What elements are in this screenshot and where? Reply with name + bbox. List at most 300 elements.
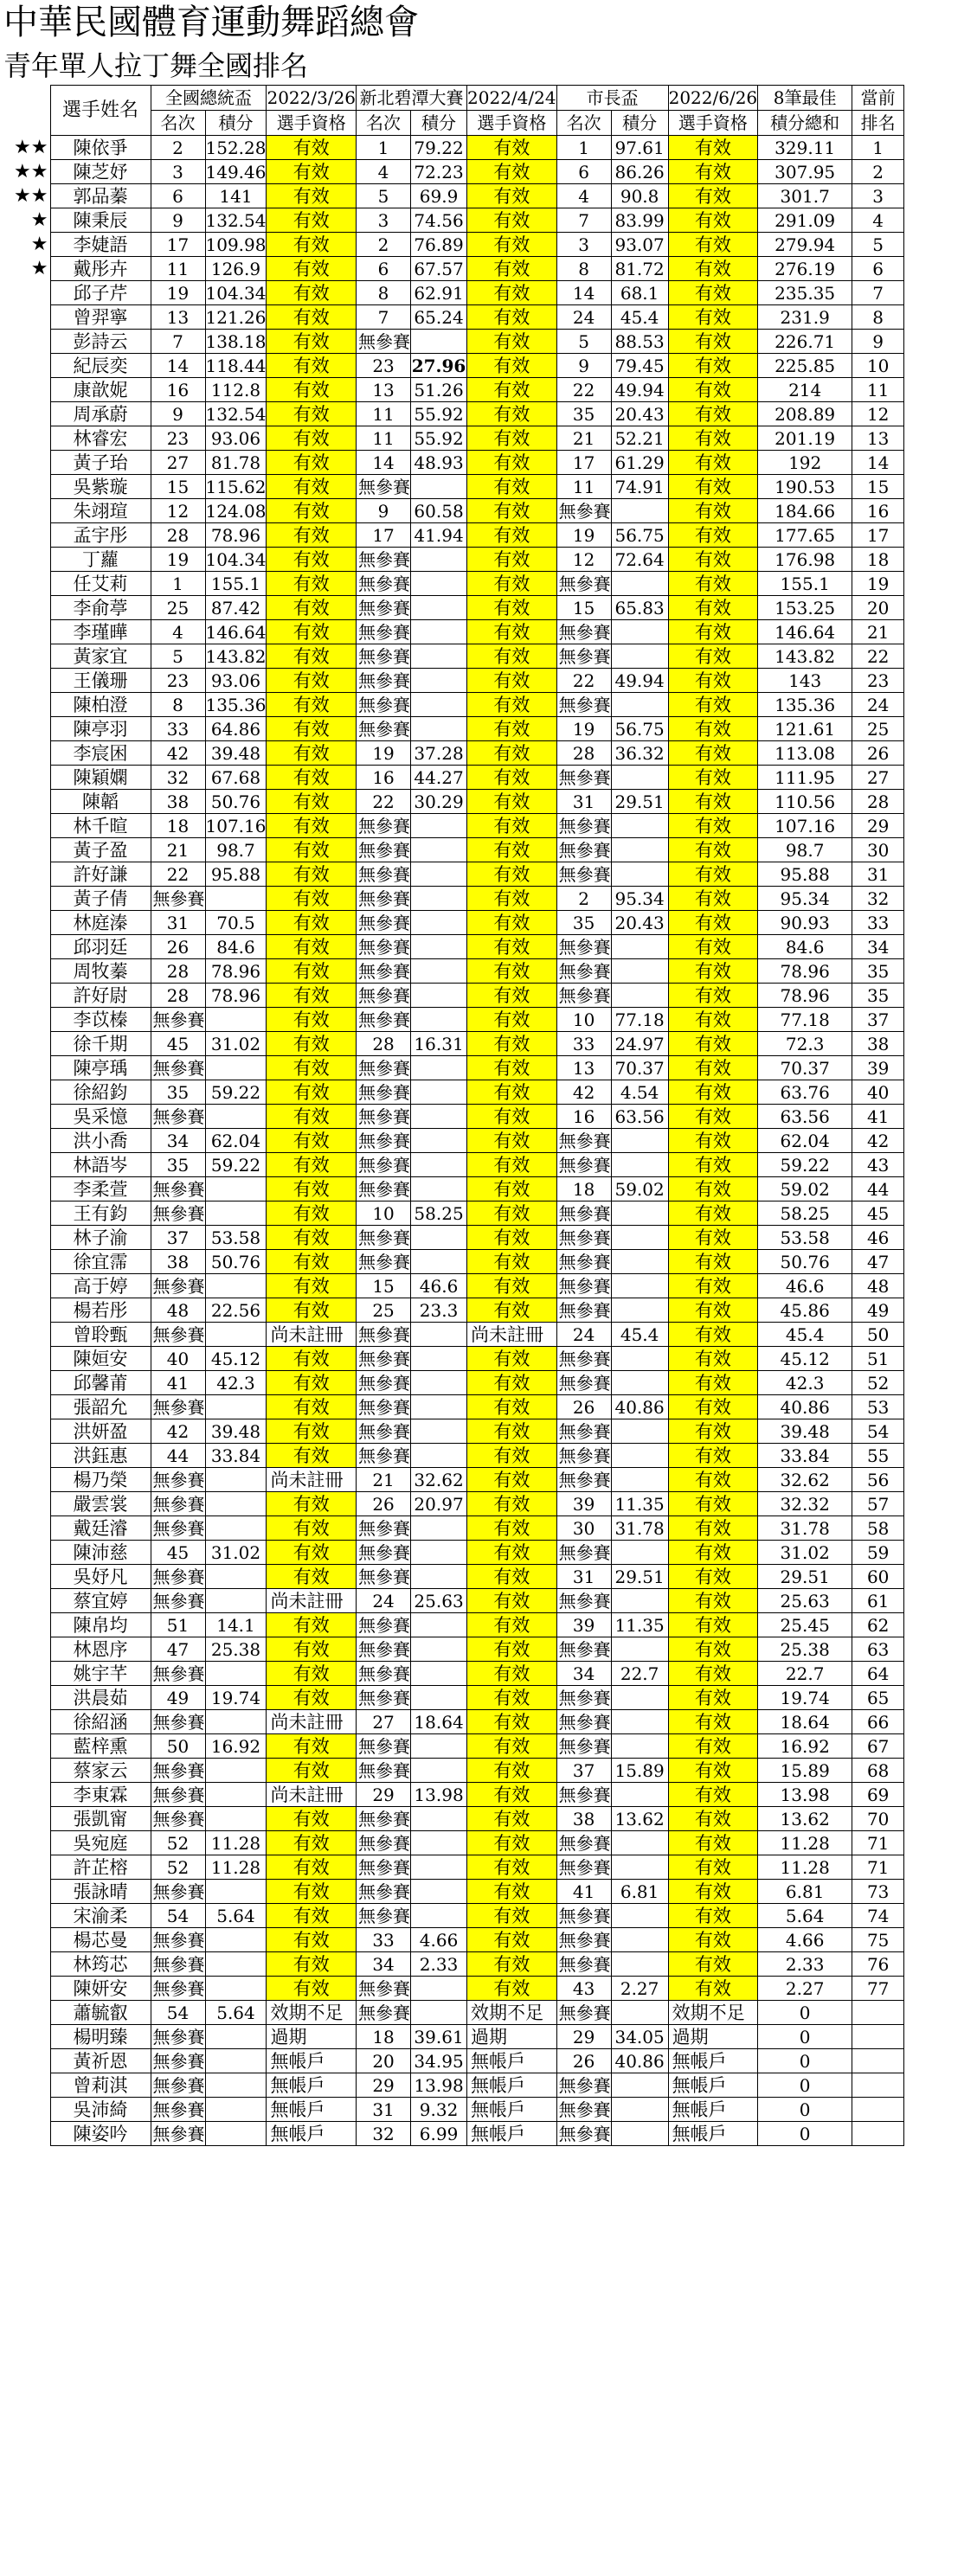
table-row xyxy=(0,160,904,184)
comp2-score xyxy=(411,475,467,499)
star-rating xyxy=(0,814,50,838)
comp3-score xyxy=(611,1541,668,1565)
comp2-score: 34.95 xyxy=(411,2049,467,2073)
comp1-score: 78.96 xyxy=(205,523,267,548)
table-row xyxy=(0,1662,904,1686)
comp1-qualification: 有效 xyxy=(267,1880,357,1904)
table-row xyxy=(0,1371,904,1395)
comp3-qualification: 無帳戶 xyxy=(668,2098,758,2122)
player-name: 楊乃榮 xyxy=(50,1468,151,1492)
comp2-qualification: 有效 xyxy=(467,1855,557,1880)
comp1-score: 5.64 xyxy=(205,1904,267,1928)
comp1-rank: 無參賽 xyxy=(151,1323,205,1347)
table-row xyxy=(0,1105,904,1129)
comp2-score xyxy=(411,1565,467,1589)
player-name: 徐宜霈 xyxy=(50,1250,151,1274)
star-rating: ★ xyxy=(30,208,48,231)
player-name: 楊明臻 xyxy=(50,2025,151,2049)
comp2-score xyxy=(411,1347,467,1371)
comp2-rank: 無參賽 xyxy=(357,2001,411,2025)
best8-total: 11.28 xyxy=(758,1831,852,1855)
player-name: 楊若彤 xyxy=(50,1298,151,1323)
comp1-qualification: 有效 xyxy=(267,548,357,572)
star-rating xyxy=(0,1105,50,1129)
comp3-rank: 無參賽 xyxy=(556,2001,611,2025)
comp2-rank: 無參賽 xyxy=(357,1177,411,1201)
comp3-score: 72.64 xyxy=(611,548,668,572)
comp2-qualification: 有效 xyxy=(467,814,557,838)
best8-total: 63.76 xyxy=(758,1080,852,1105)
comp3-rank: 38 xyxy=(556,1807,611,1831)
table-row xyxy=(0,1008,904,1032)
comp2-qualification: 有效 xyxy=(467,1807,557,1831)
comp2-rank: 無參賽 xyxy=(357,1759,411,1783)
comp2-qualification: 有效 xyxy=(467,523,557,548)
table-row xyxy=(0,766,904,790)
comp1-qualification: 有效 xyxy=(267,1201,357,1226)
comp2-score xyxy=(411,984,467,1008)
comp2-score: 58.25 xyxy=(411,1201,467,1226)
comp1-qualification: 有效 xyxy=(267,1226,357,1250)
player-name: 李苡榛 xyxy=(50,1008,151,1032)
player-name: 李柔萱 xyxy=(50,1177,151,1201)
comp3-rank: 6 xyxy=(556,160,611,184)
comp3-qualification: 有效 xyxy=(668,1613,758,1637)
comp2-score xyxy=(411,572,467,596)
comp3-rank: 無參賽 xyxy=(556,838,611,862)
best8-total: 45.86 xyxy=(758,1298,852,1323)
comp1-qualification: 無帳戶 xyxy=(267,2049,357,2073)
table-row xyxy=(0,1177,904,1201)
header-date3: 2022/6/26 xyxy=(668,86,758,111)
current-rank: 70 xyxy=(852,1807,904,1831)
comp2-qualification: 有效 xyxy=(467,402,557,426)
comp1-qualification: 有效 xyxy=(267,305,357,330)
comp1-qualification: 有效 xyxy=(267,887,357,911)
comp3-rank: 無參賽 xyxy=(556,1444,611,1468)
comp1-qualification: 有效 xyxy=(267,1565,357,1589)
current-rank: 32 xyxy=(852,887,904,911)
comp3-score: 61.29 xyxy=(611,451,668,475)
comp2-score xyxy=(411,1541,467,1565)
star-rating: ★ xyxy=(30,233,48,255)
comp3-score xyxy=(611,1734,668,1759)
comp3-score: 56.75 xyxy=(611,717,668,741)
comp1-rank: 無參賽 xyxy=(151,887,205,911)
comp2-qualification: 無帳戶 xyxy=(467,2073,557,2098)
best8-total: 45.12 xyxy=(758,1347,852,1371)
comp2-score xyxy=(411,717,467,741)
star-rating xyxy=(0,984,50,1008)
player-name: 邱羽廷 xyxy=(50,935,151,959)
comp2-score xyxy=(411,1613,467,1637)
comp2-score: 30.29 xyxy=(411,790,467,814)
comp3-score: 6.81 xyxy=(611,1880,668,1904)
star-rating xyxy=(0,644,50,669)
best8-total: 40.86 xyxy=(758,1395,852,1419)
comp2-rank: 無參賽 xyxy=(357,1153,411,1177)
best8-total: 235.35 xyxy=(758,281,852,305)
comp2-score: 62.91 xyxy=(411,281,467,305)
current-rank xyxy=(852,2073,904,2098)
comp3-qualification: 有效 xyxy=(668,911,758,935)
comp2-qualification: 有效 xyxy=(467,766,557,790)
comp1-rank: 無參賽 xyxy=(151,1177,205,1201)
comp3-qualification: 無帳戶 xyxy=(668,2122,758,2146)
comp2-rank: 無參賽 xyxy=(357,1686,411,1710)
comp2-qualification: 有效 xyxy=(467,378,557,402)
comp1-score: 22.56 xyxy=(205,1298,267,1323)
comp1-qualification: 尚未註冊 xyxy=(267,1783,357,1807)
table-row xyxy=(0,1613,904,1637)
current-rank: 38 xyxy=(852,1032,904,1056)
header-date2: 2022/4/24 xyxy=(467,86,557,111)
comp1-rank: 無參賽 xyxy=(151,1880,205,1904)
comp3-qualification: 有效 xyxy=(668,1977,758,2001)
comp1-score: 5.64 xyxy=(205,2001,267,2025)
comp2-rank: 11 xyxy=(357,426,411,451)
comp3-qualification: 效期不足 xyxy=(668,2001,758,2025)
comp2-qualification: 有效 xyxy=(467,1759,557,1783)
comp1-rank: 25 xyxy=(151,596,205,620)
comp3-score xyxy=(611,984,668,1008)
comp1-rank: 7 xyxy=(151,330,205,354)
player-name: 林子渝 xyxy=(50,1226,151,1250)
comp2-score xyxy=(411,1250,467,1274)
comp2-qualification: 有效 xyxy=(467,499,557,523)
comp2-qualification: 有效 xyxy=(467,572,557,596)
comp3-qualification: 有效 xyxy=(668,935,758,959)
comp3-qualification: 有效 xyxy=(668,451,758,475)
comp1-rank: 無參賽 xyxy=(151,1565,205,1589)
comp2-qualification: 有效 xyxy=(467,887,557,911)
comp3-qualification: 有效 xyxy=(668,233,758,257)
comp3-qualification: 有效 xyxy=(668,1516,758,1541)
table-row xyxy=(0,717,904,741)
header-qual-sub: 選手資格 xyxy=(668,111,758,136)
player-name: 王有鈞 xyxy=(50,1201,151,1226)
comp1-qualification: 無帳戶 xyxy=(267,2122,357,2146)
comp3-qualification: 有效 xyxy=(668,1734,758,1759)
comp1-score: 118.44 xyxy=(205,355,267,376)
best8-total: 29.51 xyxy=(758,1565,852,1589)
comp2-score xyxy=(411,1226,467,1250)
comp1-rank: 41 xyxy=(151,1371,205,1395)
comp2-rank: 11 xyxy=(357,402,411,426)
comp2-score: 39.61 xyxy=(411,2025,467,2049)
comp3-qualification: 有效 xyxy=(668,1444,758,1468)
player-name: 李宸困 xyxy=(50,741,151,766)
table-row xyxy=(0,499,904,523)
table-row xyxy=(0,1880,904,1904)
player-name: 吳沛綺 xyxy=(50,2098,151,2122)
star-rating xyxy=(0,1444,50,1468)
player-name: 林恩序 xyxy=(50,1637,151,1662)
current-rank xyxy=(852,2122,904,2146)
comp2-rank: 無參賽 xyxy=(357,1831,411,1855)
comp2-qualification: 有效 xyxy=(467,959,557,984)
comp1-rank: 無參賽 xyxy=(151,1807,205,1831)
comp3-rank: 無參賽 xyxy=(556,1952,611,1977)
player-name: 姚宇芊 xyxy=(50,1662,151,1686)
table-row xyxy=(0,378,904,402)
player-name: 陳姿吟 xyxy=(50,2122,151,2146)
comp2-rank: 無參賽 xyxy=(357,1250,411,1274)
comp1-score: 78.96 xyxy=(205,959,267,984)
comp3-rank: 16 xyxy=(556,1105,611,1129)
comp2-qualification: 有效 xyxy=(467,1008,557,1032)
star-rating xyxy=(0,2025,50,2049)
comp2-qualification: 無帳戶 xyxy=(467,2098,557,2122)
player-name: 許芷榕 xyxy=(50,1855,151,1880)
comp3-qualification: 有效 xyxy=(668,693,758,717)
comp3-qualification: 有效 xyxy=(668,1298,758,1323)
comp1-score xyxy=(205,1952,267,1977)
best8-total: 0 xyxy=(758,2025,852,2049)
table-row xyxy=(0,2073,904,2098)
comp3-rank: 無參賽 xyxy=(556,1468,611,1492)
best8-total: 214 xyxy=(758,378,852,402)
comp2-score: 13.98 xyxy=(411,1783,467,1807)
comp1-rank: 無參賽 xyxy=(151,1662,205,1686)
best8-total: 31.02 xyxy=(758,1541,852,1565)
comp2-qualification: 有效 xyxy=(467,838,557,862)
star-rating xyxy=(0,354,50,378)
comp3-qualification: 有效 xyxy=(668,548,758,572)
comp2-rank: 無參賽 xyxy=(357,1541,411,1565)
comp3-qualification: 有效 xyxy=(668,766,758,790)
comp3-score xyxy=(611,1153,668,1177)
comp2-rank: 29 xyxy=(357,2073,411,2098)
comp2-qualification: 有效 xyxy=(467,717,557,741)
comp1-score: 152.28 xyxy=(205,137,267,158)
comp2-qualification: 無帳戶 xyxy=(467,2049,557,2073)
comp3-rank: 無參賽 xyxy=(556,2098,611,2122)
comp2-qualification: 有效 xyxy=(467,1250,557,1274)
comp2-qualification: 有效 xyxy=(467,1783,557,1807)
comp3-score xyxy=(611,620,668,644)
current-rank: 27 xyxy=(852,766,904,790)
table-row xyxy=(0,2025,904,2049)
comp2-rank: 無參賽 xyxy=(357,887,411,911)
comp1-qualification: 有效 xyxy=(267,136,357,160)
comp1-qualification: 有效 xyxy=(267,1032,357,1056)
comp3-score xyxy=(611,1952,668,1977)
comp2-rank: 10 xyxy=(357,1201,411,1226)
player-name: 林千暄 xyxy=(50,814,151,838)
star-rating xyxy=(0,1662,50,1686)
comp3-qualification: 有效 xyxy=(668,669,758,693)
comp2-score xyxy=(411,1419,467,1444)
comp1-rank: 35 xyxy=(151,1080,205,1105)
best8-total: 25.38 xyxy=(758,1637,852,1662)
star-rating xyxy=(0,1492,50,1516)
comp2-score xyxy=(411,669,467,693)
comp2-score: 76.89 xyxy=(411,233,467,257)
comp2-qualification: 有效 xyxy=(467,1274,557,1298)
comp2-qualification: 過期 xyxy=(467,2025,557,2049)
comp3-qualification: 有效 xyxy=(668,1395,758,1419)
current-rank: 76 xyxy=(852,1952,904,1977)
comp3-rank: 22 xyxy=(556,378,611,402)
current-rank xyxy=(852,2001,904,2025)
comp1-score: 78.96 xyxy=(205,984,267,1008)
star-rating xyxy=(0,1298,50,1323)
comp3-score: 95.34 xyxy=(611,887,668,911)
comp3-score xyxy=(611,1855,668,1880)
best8-total: 155.1 xyxy=(758,572,852,596)
comp1-rank: 無參賽 xyxy=(151,1105,205,1129)
comp3-rank: 無參賽 xyxy=(556,1904,611,1928)
comp1-rank: 47 xyxy=(151,1637,205,1662)
comp1-qualification: 有效 xyxy=(267,669,357,693)
current-rank: 71 xyxy=(852,1855,904,1880)
comp2-score xyxy=(411,1129,467,1153)
comp2-qualification: 有效 xyxy=(467,620,557,644)
comp1-rank: 6 xyxy=(151,184,205,208)
comp1-qualification: 有效 xyxy=(267,1613,357,1637)
comp2-rank: 2 xyxy=(357,233,411,257)
star-rating xyxy=(0,2073,50,2098)
comp2-qualification: 有效 xyxy=(467,1177,557,1201)
current-rank: 1 xyxy=(852,136,904,160)
player-name: 任艾莉 xyxy=(50,572,151,596)
player-name: 張詠晴 xyxy=(50,1880,151,1904)
best8-total: 0 xyxy=(758,2001,852,2025)
comp1-rank: 21 xyxy=(151,838,205,862)
best8-total: 95.88 xyxy=(758,862,852,887)
comp2-qualification: 有效 xyxy=(467,1977,557,2001)
current-rank: 12 xyxy=(852,402,904,426)
best8-total: 31.78 xyxy=(758,1516,852,1541)
comp3-score xyxy=(611,1589,668,1613)
comp2-score: 67.57 xyxy=(411,257,467,281)
table-row xyxy=(0,523,904,548)
comp3-score xyxy=(611,935,668,959)
player-name: 彭詩云 xyxy=(50,330,151,354)
comp1-score xyxy=(205,1516,267,1541)
comp3-qualification: 有效 xyxy=(668,790,758,814)
current-rank: 50 xyxy=(852,1323,904,1347)
comp1-qualification: 有效 xyxy=(267,1177,357,1201)
comp2-qualification: 有效 xyxy=(467,475,557,499)
current-rank: 39 xyxy=(852,1056,904,1080)
header-qual-sub: 選手資格 xyxy=(467,111,557,136)
comp1-rank: 無參賽 xyxy=(151,1274,205,1298)
comp2-rank: 無參賽 xyxy=(357,1662,411,1686)
comp3-rank: 8 xyxy=(556,257,611,281)
comp3-rank: 無參賽 xyxy=(556,1226,611,1250)
star-rating xyxy=(0,1395,50,1419)
comp3-rank: 無參賽 xyxy=(556,1371,611,1395)
current-rank: 17 xyxy=(852,523,904,548)
comp1-qualification: 有效 xyxy=(267,1347,357,1371)
comp2-rank: 無參賽 xyxy=(357,1444,411,1468)
comp3-rank: 26 xyxy=(556,2049,611,2073)
table-row xyxy=(0,233,904,257)
comp3-score: 22.7 xyxy=(611,1662,668,1686)
best8-total: 231.9 xyxy=(758,305,852,330)
comp3-score xyxy=(611,1298,668,1323)
comp2-rank: 27 xyxy=(357,1710,411,1734)
comp2-rank: 無參賽 xyxy=(357,935,411,959)
comp2-rank: 23 xyxy=(357,354,411,378)
comp1-rank: 3 xyxy=(151,160,205,184)
comp1-rank: 無參賽 xyxy=(151,1977,205,2001)
best8-total: 113.08 xyxy=(758,741,852,766)
comp2-rank: 無參賽 xyxy=(357,1347,411,1371)
comp1-rank: 14 xyxy=(151,354,205,378)
player-name: 陳沛慈 xyxy=(50,1541,151,1565)
comp1-score: 143.82 xyxy=(205,645,267,667)
table-row xyxy=(0,1541,904,1565)
comp2-rank: 無參賽 xyxy=(357,1323,411,1347)
comp2-rank: 5 xyxy=(357,184,411,208)
comp2-score xyxy=(411,1759,467,1783)
comp2-score xyxy=(411,935,467,959)
best8-total: 279.94 xyxy=(758,233,852,257)
comp1-qualification: 有效 xyxy=(267,838,357,862)
player-name: 李瑾曄 xyxy=(50,620,151,644)
best8-total: 208.89 xyxy=(758,402,852,426)
star-rating xyxy=(0,1056,50,1080)
table-row xyxy=(0,2098,904,2122)
star-rating xyxy=(0,1226,50,1250)
header-qual-sub: 選手資格 xyxy=(267,111,357,136)
star-rating xyxy=(0,451,50,475)
comp2-rank: 無參賽 xyxy=(357,1855,411,1880)
comp2-qualification: 有效 xyxy=(467,1298,557,1323)
current-rank: 14 xyxy=(852,451,904,475)
star-rating xyxy=(0,620,50,644)
comp2-rank: 無參賽 xyxy=(357,838,411,862)
player-name: 陳亭羽 xyxy=(50,717,151,741)
current-rank: 21 xyxy=(852,620,904,644)
comp3-qualification: 有效 xyxy=(668,330,758,354)
comp3-rank: 35 xyxy=(556,911,611,935)
header-current-sub: 排名 xyxy=(852,111,904,136)
best8-total: 13.62 xyxy=(758,1807,852,1831)
best8-total: 177.65 xyxy=(758,523,852,548)
player-name: 洪小喬 xyxy=(50,1129,151,1153)
comp1-rank: 4 xyxy=(151,620,205,644)
player-name: 丁蘿 xyxy=(50,548,151,572)
table-row xyxy=(0,1347,904,1371)
comp1-qualification: 有效 xyxy=(267,1686,357,1710)
comp1-score xyxy=(205,1807,267,1831)
star-rating xyxy=(0,1880,50,1904)
player-name: 許好謙 xyxy=(50,862,151,887)
comp3-qualification: 有效 xyxy=(668,572,758,596)
star-rating xyxy=(0,2001,50,2025)
comp3-qualification: 有效 xyxy=(668,1855,758,1880)
comp3-qualification: 有效 xyxy=(668,1226,758,1250)
best8-total: 190.53 xyxy=(758,475,852,499)
comp2-rank: 22 xyxy=(357,790,411,814)
comp2-qualification: 有效 xyxy=(467,257,557,281)
best8-total: 291.09 xyxy=(758,208,852,233)
current-rank: 54 xyxy=(852,1419,904,1444)
comp1-rank: 無參賽 xyxy=(151,2122,205,2146)
star-rating xyxy=(0,1201,50,1226)
star-rating xyxy=(0,1250,50,1274)
comp2-rank: 無參賽 xyxy=(357,1226,411,1250)
comp1-rank: 無參賽 xyxy=(151,1516,205,1541)
comp2-rank: 33 xyxy=(357,1928,411,1952)
comp1-rank: 17 xyxy=(151,233,205,257)
comp1-score: 25.38 xyxy=(205,1637,267,1662)
comp1-score xyxy=(205,2098,267,2122)
